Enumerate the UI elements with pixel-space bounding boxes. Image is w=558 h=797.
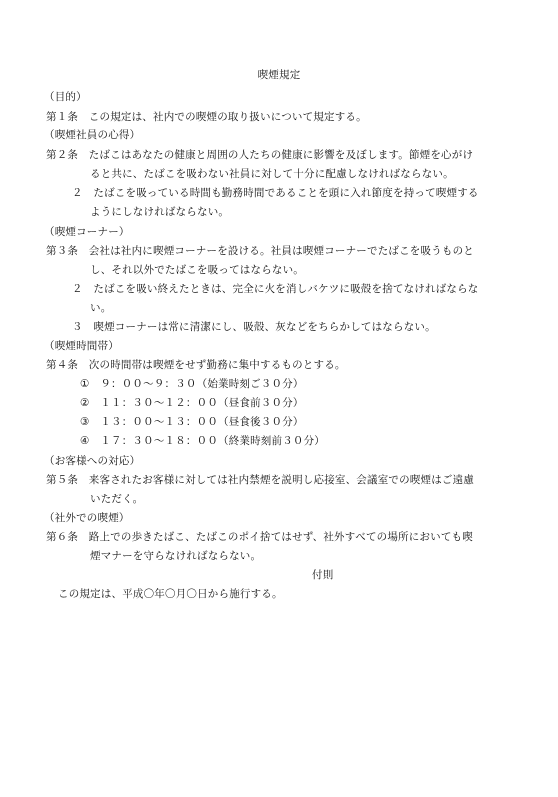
article-3-item2-line1: ２ たばこを吸い終えたときは、完全に火を消しバケツに吸殻を捨てなければならな (72, 283, 479, 295)
section-heading-outside: （社外での喫煙） (44, 512, 130, 524)
article-2-line1: 第２条 たばこはあなたの健康と周囲の人たちの健康に影響を及ぼします。節煙を心がけ (46, 149, 474, 161)
section-heading-employee: （喫煙社員の心得） (44, 129, 141, 141)
article-6-line1: 第６条 路上での歩きたばこ、たばこのポイ捨てはせず、社外すべての場所においても喫 (46, 531, 473, 543)
article-3-line1: 第３条 会社は社内に喫煙コーナーを設ける。社員は喫煙コーナーでたばこを吸うものと (46, 245, 474, 257)
article-6-line2: 煙マナーを守らなければならない。 (90, 550, 262, 562)
article-5-line2: いただく。 (90, 493, 144, 505)
section-heading-hours: （喫煙時間帯） (44, 340, 119, 352)
article-3-line2: し、それ以外でたばこを吸ってはならない。 (90, 264, 304, 276)
supplementary-text: この規定は、平成〇年〇月〇日から施行する。 (58, 588, 283, 600)
supplementary-heading: 付則 (312, 569, 334, 581)
article-2-line2: ると共に、たばこを吸わない社員に対して十分に配慮しなければならない。 (90, 168, 454, 180)
article-4: 第４条 次の時間帯は喫煙をせず勤務に集中するものとする。 (46, 359, 346, 371)
article-5-line1: 第５条 来客されたお客様に対しては社内禁煙を説明し応接室、会議室での喫煙はご遠慮 (46, 474, 474, 486)
article-1: 第１条 この規定は、社内での喫煙の取り扱いについて規定する。 (46, 111, 367, 123)
document-title: 喫煙規定 (257, 69, 301, 81)
section-heading-corner: （喫煙コーナー） (44, 226, 130, 238)
article-2-item2-line1: ２ たばこを吸っている時間も勤務時間であることを頭に入れ節度を持って喫煙する (72, 187, 479, 199)
time-slot-item: ① ９：００～９：３０（始業時刻ご３０分） (80, 378, 304, 390)
section-heading-purpose: （目的） (44, 91, 87, 103)
time-slot-item: ④ １７：３０～１８：００（終業時刻前３０分） (80, 435, 326, 447)
time-slot-item: ② １１：３０～１２：００（昼食前３０分） (80, 397, 304, 409)
article-3-item3: ３ 喫煙コーナーは常に清潔にし、吸殻、灰などをちらかしてはならない。 (72, 321, 436, 333)
article-2-item2-line2: ようにしなければならない。 (90, 206, 230, 218)
time-slot-item: ③ １３：００～１３：００（昼食後３０分） (80, 416, 304, 428)
section-heading-customers: （お客様への対応） (44, 455, 141, 467)
article-3-item2-line2: い。 (90, 302, 112, 314)
